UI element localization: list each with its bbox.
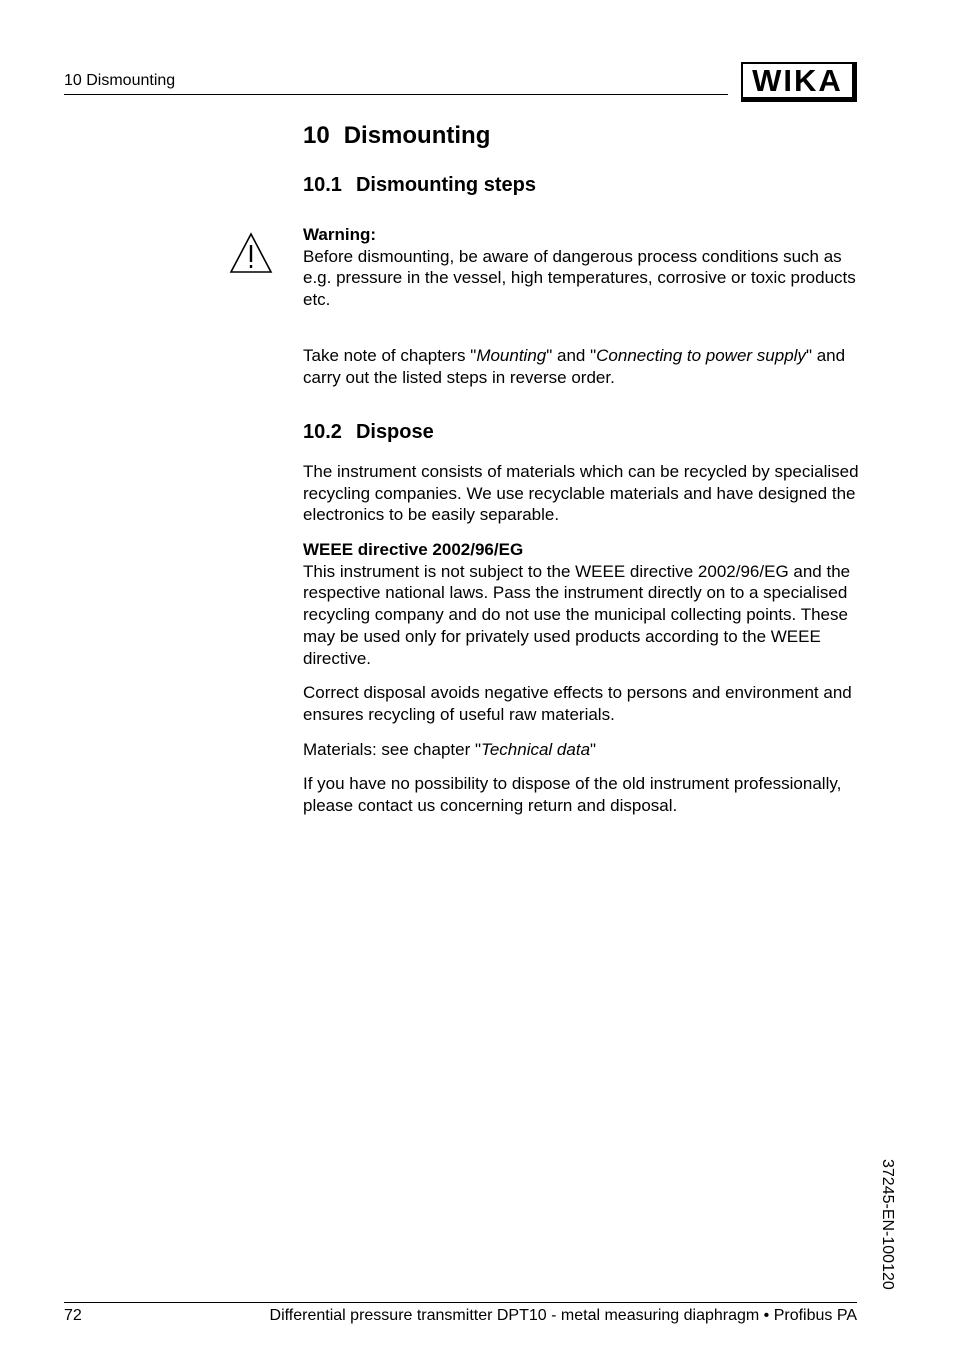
section-number: 10.2 [303, 421, 342, 443]
contact-text: If you have no possibility to dispose of the old instrument professionally, please contact us concerning return and disposal. [303, 774, 842, 815]
chapter-number: 10 [303, 122, 330, 149]
note-text-1: Take note of chapters " [303, 346, 477, 365]
materials-prefix: Materials: see chapter " [303, 740, 482, 759]
chapter-title: Dismounting [343, 122, 491, 149]
section-heading-dismounting-steps [303, 174, 536, 197]
header-rule [64, 94, 728, 95]
warning-label: Warning: [303, 225, 377, 244]
chapter-ref-power-supply: Connecting to power supply [596, 346, 806, 365]
note-text-3: " and carry out the listed steps in reverse order. [303, 346, 846, 387]
weee-block [303, 539, 859, 669]
section-heading-dispose [303, 421, 434, 444]
page-number: 72 [64, 1307, 82, 1324]
materials-suffix: " [590, 740, 597, 759]
section-number: 10.1 [303, 174, 342, 196]
section-title: Dispose [355, 421, 434, 443]
note-text-2: " and " [546, 346, 597, 365]
chapter-heading [303, 122, 490, 150]
running-header: 10 Dismounting [64, 72, 176, 89]
contact-note [303, 773, 859, 816]
wika-logo [741, 62, 857, 102]
warning-triangle-icon [229, 232, 273, 274]
warning-block [303, 224, 859, 311]
chapter-ref-mounting: Mounting [476, 346, 547, 365]
dispose-intro-text: The instrument consists of materials which can be recycled by specialised recycling companies. We use recyclable materials and have designed the electronics to be easily separable. [303, 462, 859, 525]
materials-note [303, 739, 859, 761]
footer-product-title: Differential pressure transmitter DPT10 - metal measuring diaphragm • Profibus PA [269, 1307, 857, 1324]
section-title: Dismounting steps [355, 174, 536, 196]
weee-text: This instrument is not subject to the WEEE directive 2002/96/EG and the respective national laws. Pass the instrument directly on to a specialised recycling company and do not use the municipal collecting points. These may be used only for privately used products according to the WEEE directive. [303, 561, 851, 668]
logo-text: WIKA [752, 63, 843, 98]
correct-disposal-text: Correct disposal avoids negative effects to persons and environment and ensures recycling of useful raw materials. [303, 683, 852, 724]
chapter-ref-technical-data: Technical data [481, 740, 591, 759]
reverse-order-note [303, 345, 859, 388]
correct-disposal [303, 682, 859, 725]
weee-heading: WEEE directive 2002/96/EG [303, 540, 524, 559]
dispose-intro [303, 461, 859, 526]
footer-rule [64, 1302, 857, 1303]
document-id: 37245-EN-100120 [879, 1159, 896, 1290]
warning-text: Before dismounting, be aware of dangerous process conditions such as e.g. pressure in the vessel, high temperatures, corrosive or toxic products etc. [303, 246, 856, 310]
